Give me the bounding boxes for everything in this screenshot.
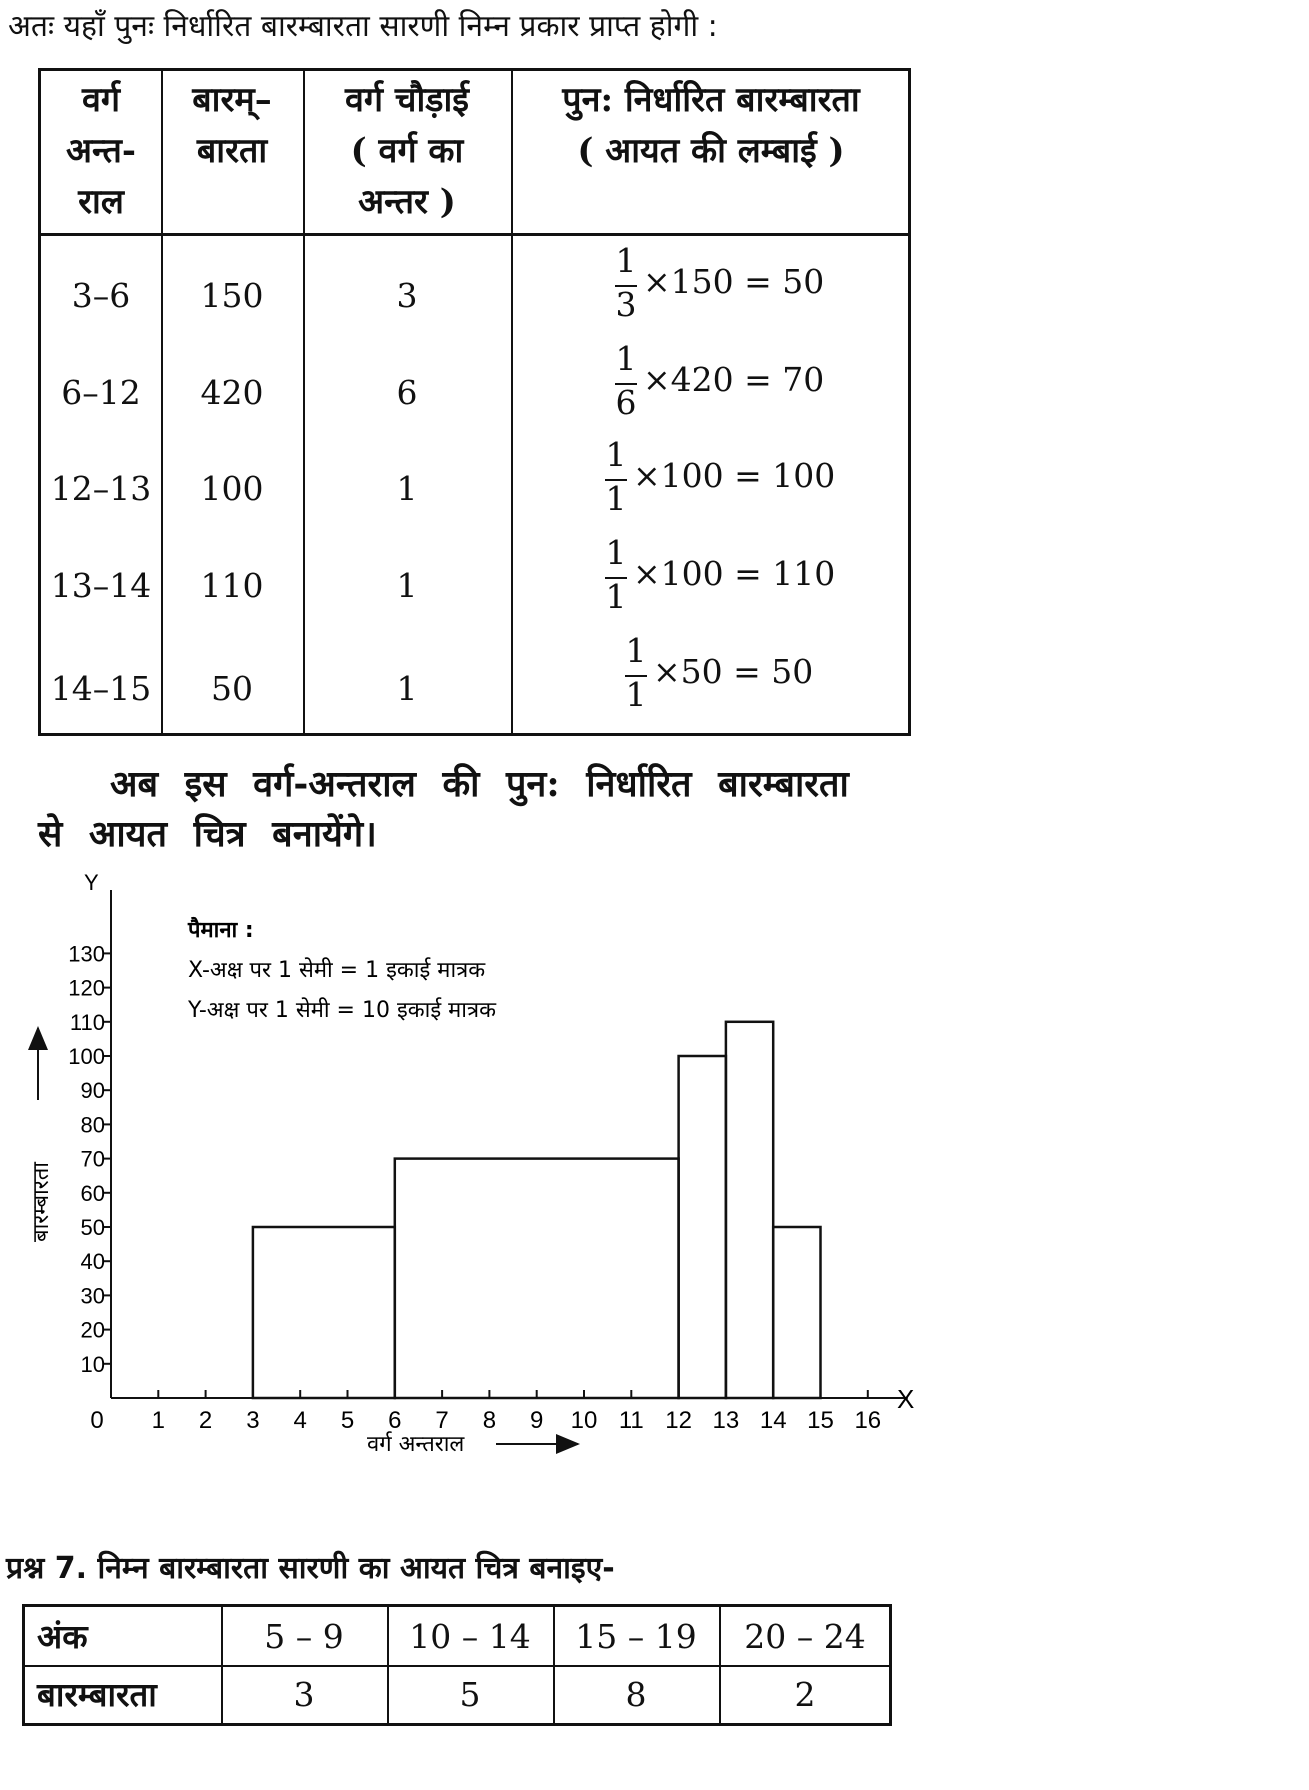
y-tick-label: 130 xyxy=(68,941,105,967)
header-class-interval: वर्ग अन्त- राल xyxy=(66,80,136,222)
cell-interval: 3–6 xyxy=(71,276,131,315)
cell-marks-interval: 5 – 9 xyxy=(264,1617,344,1656)
cell-interval: 6–12 xyxy=(61,373,141,412)
y-tick-label: 10 xyxy=(80,1351,105,1377)
x-tick-label: 6 xyxy=(388,1407,402,1434)
x-tick-label: 7 xyxy=(435,1407,449,1434)
cell-width: 3 xyxy=(396,276,418,315)
y-tick-label: 100 xyxy=(68,1044,105,1069)
cell-frequency: 3 xyxy=(293,1675,315,1714)
cell-interval: 14–15 xyxy=(50,669,152,708)
cell-frequency: 50 xyxy=(211,669,253,708)
cell-frequency: 420 xyxy=(200,373,264,412)
x-tick-label: 3 xyxy=(246,1407,260,1434)
y-tick-label: 30 xyxy=(80,1283,105,1309)
x-tick-label: 15 xyxy=(807,1407,834,1434)
cell-width: 6 xyxy=(396,373,418,412)
cell-frequency: 100 xyxy=(200,469,264,508)
y-tick-label: 80 xyxy=(80,1112,105,1138)
y-axis-label: बारम्बारता xyxy=(29,1162,54,1242)
y-tick-label: 110 xyxy=(69,1009,105,1035)
y-tick-label: 70 xyxy=(80,1146,105,1172)
cell-marks-interval: 15 – 19 xyxy=(575,1617,697,1656)
histogram-bar xyxy=(395,1159,679,1398)
cell-marks-interval: 20 – 24 xyxy=(744,1617,866,1656)
cell-interval: 13–14 xyxy=(50,566,152,605)
x-tick-label: 13 xyxy=(712,1407,740,1434)
paragraph-line-2: से आयत चित्र बनायेंगे। xyxy=(38,813,377,855)
y-tick-label: 60 xyxy=(80,1180,105,1206)
regrouped-frequency-table: वर्ग अन्त- राल बारम्– बारता वर्ग चौड़ाई ( वर्ग का अन्तर ) पुन: निर्धारित बारम्बारता ( आयत की लम्बाई ) 3–6 150 3 1 3 ×150 = 50 6–12 420 6 1 6 ×420 = 70 12–13 100 1 1 1 ×100 = 100 13–14 110 1 1 1 ×100 = 110 14–15 50 1 1 1 ×50 = 50 xyxy=(38,68,911,736)
scale-x-note: X-अक्ष पर 1 सेमी = 1 इकाई मात्रक xyxy=(188,958,486,983)
x-tick-label: 12 xyxy=(665,1407,692,1434)
cell-width: 1 xyxy=(396,566,418,605)
header-frequency: बारम्– बारता xyxy=(192,80,272,171)
row-head-frequency: बारम्बारता xyxy=(37,1675,157,1714)
cell-frequency: 2 xyxy=(794,1675,816,1714)
y-tick-label: 120 xyxy=(68,975,105,1001)
y-tick-label: 40 xyxy=(80,1249,105,1275)
row-head-marks: अंक xyxy=(37,1617,88,1656)
y-tick-label: 50 xyxy=(80,1215,105,1240)
paragraph-line-1: अब इस वर्ग-अन्तराल की पुन: निर्धारित बारम्बारता xyxy=(110,763,849,805)
header-divider xyxy=(41,233,908,236)
histogram-chart xyxy=(0,860,960,1480)
histogram-bar xyxy=(773,1227,820,1398)
row-divider xyxy=(25,1665,889,1667)
cell-marks-interval: 10 – 14 xyxy=(409,1617,531,1656)
header-class-width: वर्ग चौड़ाई ( वर्ग का अन्तर ) xyxy=(345,80,469,222)
x-tick-label: 9 xyxy=(530,1407,544,1434)
cell-frequency: 5 xyxy=(459,1675,481,1714)
x-tick-label: 16 xyxy=(854,1407,882,1434)
histogram-bar xyxy=(679,1056,726,1398)
x-tick-label: 2 xyxy=(198,1407,213,1434)
scale-title: पैमाना : xyxy=(188,918,254,943)
x-tick-label: 10 xyxy=(570,1407,598,1434)
x-tick-label: 0 xyxy=(90,1407,104,1434)
x-axis-letter: X xyxy=(897,1384,915,1414)
x-tick-label: 11 xyxy=(618,1407,644,1434)
question-frequency-table xyxy=(22,1604,892,1726)
cell-width: 1 xyxy=(396,669,418,708)
question-7: प्रश्न 7. निम्न बारम्बारता सारणी का आयत चित्र बनाइए- xyxy=(6,1551,615,1586)
cell-frequency: 110 xyxy=(200,566,264,605)
y-axis-letter: Y xyxy=(84,870,99,895)
header-adjusted-frequency: पुन: निर्धारित बारम्बारता ( आयत की लम्बाई ) xyxy=(562,80,860,171)
cell-frequency: 8 xyxy=(625,1675,647,1714)
y-tick-label: 20 xyxy=(80,1317,105,1343)
scale-y-note: Y-अक्ष पर 1 सेमी = 10 इकाई मात्रक xyxy=(188,998,497,1023)
x-tick-label: 1 xyxy=(151,1407,165,1434)
intro-text: अतः यहाँ पुनः निर्धारित बारम्बारता सारणी निम्न प्रकार प्राप्त होगी : xyxy=(8,9,718,44)
x-tick-label: 5 xyxy=(340,1407,355,1434)
histogram-bar xyxy=(726,1022,773,1398)
y-tick-label: 90 xyxy=(80,1078,105,1104)
cell-frequency: 150 xyxy=(200,276,264,315)
cell-width: 1 xyxy=(396,469,418,508)
cell-interval: 12–13 xyxy=(50,469,152,508)
x-axis-label: वर्ग अन्तराल xyxy=(367,1432,465,1457)
x-tick-label: 4 xyxy=(293,1407,307,1434)
x-tick-label: 8 xyxy=(482,1407,497,1434)
x-tick-label: 14 xyxy=(759,1407,787,1434)
histogram-bar xyxy=(253,1227,395,1398)
